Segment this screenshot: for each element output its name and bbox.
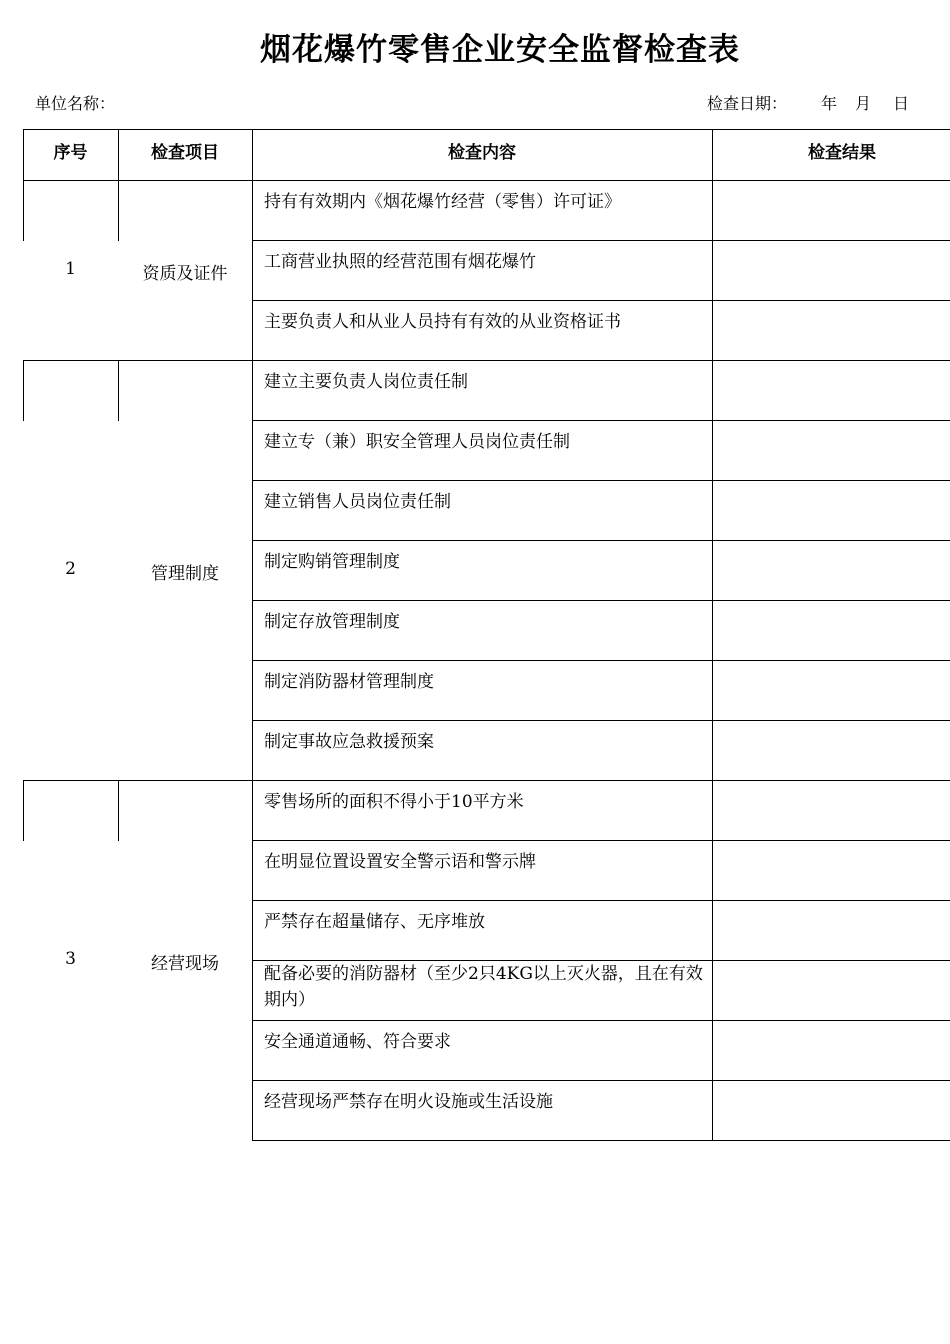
date-day: 日 (893, 94, 910, 113)
group-top-border (23, 780, 252, 781)
group-seq: 2 (65, 559, 76, 579)
result-cell[interactable] (713, 661, 950, 720)
inspection-content-cell: 建立销售人员岗位责任制 (264, 492, 451, 512)
group-left-rule (23, 780, 24, 841)
unit-name-label: 单位名称： (35, 94, 116, 113)
header-column-rule (252, 129, 253, 181)
inspection-content-cell: 经营现场严禁存在明火设施或生活设施 (264, 1092, 553, 1112)
inspection-content-cell: 在明显位置设置安全警示语和警示牌 (264, 852, 536, 872)
row-bottom-border (252, 1140, 950, 1141)
content-left-rule (252, 180, 253, 361)
result-cell[interactable] (713, 241, 950, 300)
result-cell[interactable] (713, 481, 950, 540)
inspection-content-cell: 制定事故应急救援预案 (264, 732, 434, 752)
group-item: 管理制度 (151, 564, 219, 584)
group-top-border (23, 360, 252, 361)
header-seq: 序号 (53, 143, 88, 163)
result-cell[interactable] (713, 841, 950, 900)
result-cell[interactable] (713, 601, 950, 660)
result-cell[interactable] (713, 721, 950, 780)
date-label: 检查日期： (707, 94, 788, 113)
group-seq-rule (118, 180, 119, 241)
inspection-content-cell: 建立主要负责人岗位责任制 (264, 372, 468, 392)
header-result: 检查结果 (808, 143, 876, 163)
header-content: 检查内容 (448, 143, 516, 163)
result-cell[interactable] (713, 541, 950, 600)
group-seq-rule (118, 780, 119, 841)
inspection-content-cell: 制定存放管理制度 (264, 612, 400, 632)
inspection-content-cell: 主要负责人和从业人员持有有效的从业资格证书 (264, 312, 621, 332)
inspection-content-cell: 制定消防器材管理制度 (264, 672, 434, 692)
group-left-rule (23, 360, 24, 421)
result-cell[interactable] (713, 961, 950, 1020)
result-cell[interactable] (713, 781, 950, 840)
result-cell[interactable] (713, 361, 950, 420)
header-column-rule (23, 129, 24, 181)
result-cell[interactable] (713, 1081, 950, 1140)
group-left-rule (23, 180, 24, 241)
inspection-content-cell: 配备必要的消防器材（至少2只4KG以上灭火器，且在有效期内） (264, 964, 703, 1010)
inspection-content-cell: 安全通道通畅、符合要求 (264, 1032, 451, 1052)
result-cell[interactable] (713, 421, 950, 480)
inspection-content-cell: 建立专（兼）职安全管理人员岗位责任制 (264, 432, 570, 452)
header-item: 检查项目 (151, 143, 219, 163)
date-year: 年 (821, 94, 838, 113)
result-cell[interactable] (713, 901, 950, 960)
inspection-content-cell: 零售场所的面积不得小于10平方米 (264, 792, 524, 812)
group-seq-rule (118, 360, 119, 421)
table-top-border (23, 129, 950, 130)
header-column-rule (118, 129, 119, 181)
inspection-content-cell: 持有有效期内《烟花爆竹经营（零售）许可证》 (264, 192, 621, 212)
result-cell[interactable] (713, 1021, 950, 1080)
group-seq: 1 (65, 259, 76, 279)
result-cell[interactable] (713, 301, 950, 360)
group-seq: 3 (65, 949, 76, 969)
date-month: 月 (855, 94, 872, 113)
inspection-content-cell: 制定购销管理制度 (264, 552, 400, 572)
inspection-content-cell: 工商营业执照的经营范围有烟花爆竹 (264, 252, 536, 272)
inspection-content-cell: 严禁存在超量储存、无序堆放 (264, 912, 485, 932)
page-title: 烟花爆竹零售企业安全监督检查表 (260, 32, 740, 68)
result-cell[interactable] (713, 181, 950, 240)
content-left-rule (252, 360, 253, 781)
group-item: 经营现场 (151, 954, 219, 974)
inspection-date (707, 91, 909, 114)
group-item: 资质及证件 (142, 264, 228, 284)
header-column-rule (712, 129, 713, 181)
